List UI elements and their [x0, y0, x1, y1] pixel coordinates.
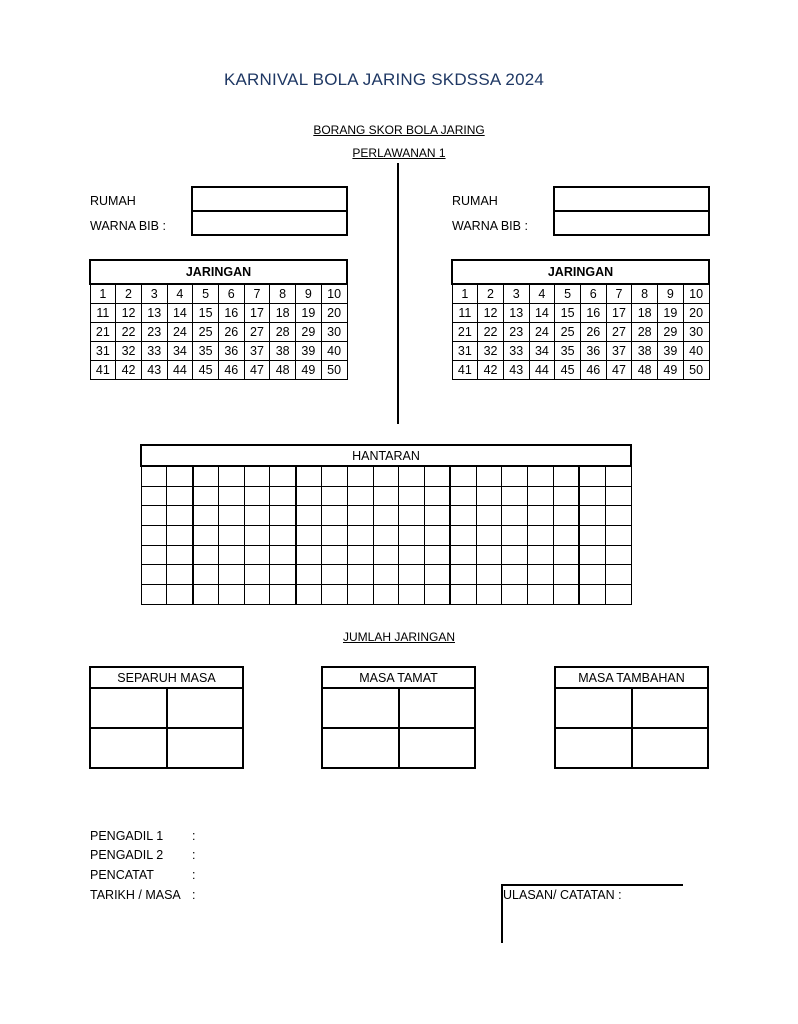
goal-tally-cell[interactable]: 7	[606, 284, 632, 304]
goal-tally-cell[interactable]: 23	[141, 323, 167, 342]
hantaran-grid	[140, 444, 632, 605]
pass-tally-cell[interactable]	[321, 545, 347, 565]
pass-tally-cell[interactable]	[425, 565, 451, 585]
goal-tally-cell[interactable]: 30	[321, 323, 347, 342]
goal-tally-cell[interactable]: 3	[503, 284, 529, 304]
pass-tally-cell[interactable]	[554, 526, 580, 546]
goal-tally-cell[interactable]: 37	[244, 342, 270, 361]
pass-tally-cell[interactable]	[579, 506, 605, 526]
pass-tally-cell[interactable]	[373, 585, 399, 605]
goal-tally-cell[interactable]: 29	[658, 323, 684, 342]
goal-tally-cell[interactable]: 40	[683, 342, 709, 361]
goal-tally-cell[interactable]: 31	[90, 342, 116, 361]
goal-tally-cell[interactable]: 49	[296, 361, 322, 380]
separuh-masa-header: SEPARUH MASA	[90, 667, 243, 688]
goal-tally-cell[interactable]: 39	[296, 342, 322, 361]
goal-tally-cell[interactable]: 47	[606, 361, 632, 380]
goal-tally-cell[interactable]: 3	[141, 284, 167, 304]
goal-tally-cell[interactable]: 42	[478, 361, 504, 380]
official-label: TARIKH / MASA	[90, 888, 181, 902]
pass-tally-cell[interactable]	[399, 526, 425, 546]
goal-tally-cell[interactable]: 38	[632, 342, 658, 361]
goal-tally-cell[interactable]: 43	[503, 361, 529, 380]
goal-tally-cell[interactable]: 5	[193, 284, 219, 304]
pass-tally-cell[interactable]	[528, 466, 554, 486]
goal-tally-cell[interactable]: 21	[90, 323, 116, 342]
goal-tally-cell[interactable]: 34	[529, 342, 555, 361]
pass-tally-cell[interactable]	[167, 565, 193, 585]
official-label: PENGADIL 1	[90, 829, 164, 843]
pass-tally-cell[interactable]	[244, 526, 270, 546]
goal-tally-cell[interactable]: 50	[321, 361, 347, 380]
pass-tally-cell[interactable]	[296, 466, 322, 486]
official-sep: :	[192, 829, 196, 843]
goal-tally-cell[interactable]: 31	[452, 342, 478, 361]
pass-tally-cell[interactable]	[373, 526, 399, 546]
goal-tally-cell[interactable]: 37	[606, 342, 632, 361]
pass-tally-cell[interactable]	[425, 506, 451, 526]
pass-tally-cell[interactable]	[141, 526, 167, 546]
goal-tally-cell[interactable]: 18	[632, 304, 658, 323]
pass-tally-cell[interactable]	[296, 545, 322, 565]
pass-tally-cell[interactable]	[373, 545, 399, 565]
pass-tally-cell[interactable]	[502, 526, 528, 546]
pass-tally-cell[interactable]	[218, 585, 244, 605]
pass-tally-cell[interactable]	[605, 486, 631, 506]
score-cell[interactable]	[167, 728, 244, 768]
goal-tally-cell[interactable]: 35	[555, 342, 581, 361]
pass-tally-cell[interactable]	[579, 545, 605, 565]
pass-tally-cell[interactable]	[476, 526, 502, 546]
pass-tally-cell[interactable]	[528, 565, 554, 585]
goal-tally-cell[interactable]: 12	[478, 304, 504, 323]
goal-tally-cell[interactable]: 15	[193, 304, 219, 323]
pass-tally-cell[interactable]	[321, 506, 347, 526]
pass-tally-cell[interactable]	[528, 585, 554, 605]
goal-tally-cell[interactable]: 42	[116, 361, 142, 380]
goal-tally-cell[interactable]: 16	[218, 304, 244, 323]
official-label: PENGADIL 2	[90, 848, 164, 862]
pass-tally-cell[interactable]	[399, 486, 425, 506]
page-title: KARNIVAL BOLA JARING SKDSSA 2024	[223, 70, 545, 89]
pass-tally-cell[interactable]	[167, 486, 193, 506]
pass-tally-cell[interactable]	[193, 585, 219, 605]
goal-tally-cell[interactable]: 16	[580, 304, 606, 323]
official-sep: :	[192, 888, 196, 902]
pass-tally-cell[interactable]	[167, 545, 193, 565]
pass-tally-cell[interactable]	[373, 486, 399, 506]
goal-tally-cell[interactable]: 9	[296, 284, 322, 304]
pass-tally-cell[interactable]	[605, 506, 631, 526]
pass-tally-cell[interactable]	[450, 585, 476, 605]
goal-tally-cell[interactable]: 21	[452, 323, 478, 342]
pass-tally-cell[interactable]	[502, 585, 528, 605]
score-cell[interactable]	[555, 728, 632, 768]
goal-tally-cell[interactable]: 6	[580, 284, 606, 304]
pass-tally-cell[interactable]	[554, 545, 580, 565]
masa-tambahan-table	[554, 666, 709, 769]
rumah-field-right[interactable]	[553, 186, 710, 212]
goal-tally-cell[interactable]: 13	[503, 304, 529, 323]
goal-tally-cell[interactable]: 12	[116, 304, 142, 323]
jaringan-header: JARINGAN	[452, 260, 709, 284]
pass-tally-cell[interactable]	[270, 565, 296, 585]
pass-tally-cell[interactable]	[193, 565, 219, 585]
official-sep: :	[192, 868, 196, 882]
pass-tally-cell[interactable]	[167, 466, 193, 486]
pass-tally-cell[interactable]	[218, 545, 244, 565]
goal-tally-cell[interactable]: 27	[244, 323, 270, 342]
pass-tally-cell[interactable]	[347, 545, 373, 565]
pass-tally-cell[interactable]	[193, 526, 219, 546]
pass-tally-cell[interactable]	[605, 466, 631, 486]
goal-tally-cell[interactable]: 28	[270, 323, 296, 342]
official-sep: :	[192, 848, 196, 862]
pass-tally-cell[interactable]	[502, 545, 528, 565]
goal-tally-cell[interactable]: 44	[167, 361, 193, 380]
pass-tally-cell[interactable]	[605, 565, 631, 585]
goal-tally-cell[interactable]: 10	[321, 284, 347, 304]
pass-tally-cell[interactable]	[270, 585, 296, 605]
pass-tally-cell[interactable]	[528, 545, 554, 565]
goal-tally-cell[interactable]: 47	[244, 361, 270, 380]
pass-tally-cell[interactable]	[244, 565, 270, 585]
jumlah-label: JUMLAH JARINGAN	[342, 630, 455, 644]
pass-tally-cell[interactable]	[476, 585, 502, 605]
goal-tally-cell[interactable]: 14	[529, 304, 555, 323]
goal-tally-cell[interactable]: 19	[296, 304, 322, 323]
goal-tally-cell[interactable]: 4	[529, 284, 555, 304]
goal-tally-cell[interactable]: 11	[90, 304, 116, 323]
jaringan-grid-right	[451, 259, 710, 380]
pass-tally-cell[interactable]	[321, 526, 347, 546]
score-cell[interactable]	[90, 728, 167, 768]
pass-tally-cell[interactable]	[141, 466, 167, 486]
goal-tally-cell[interactable]: 43	[141, 361, 167, 380]
bib-label-left: WARNA BIB :	[90, 219, 166, 233]
goal-tally-cell[interactable]: 30	[683, 323, 709, 342]
pass-tally-cell[interactable]	[218, 466, 244, 486]
goal-tally-cell[interactable]: 41	[452, 361, 478, 380]
pass-tally-cell[interactable]	[450, 526, 476, 546]
goal-tally-cell[interactable]: 24	[529, 323, 555, 342]
separuh-masa-table	[89, 666, 244, 769]
goal-tally-cell[interactable]: 22	[478, 323, 504, 342]
pass-tally-cell[interactable]	[141, 565, 167, 585]
goal-tally-cell[interactable]: 5	[555, 284, 581, 304]
pass-tally-cell[interactable]	[270, 466, 296, 486]
pass-tally-cell[interactable]	[347, 466, 373, 486]
pass-tally-cell[interactable]	[167, 526, 193, 546]
goal-tally-cell[interactable]: 7	[244, 284, 270, 304]
pass-tally-cell[interactable]	[193, 545, 219, 565]
pass-tally-cell[interactable]	[450, 466, 476, 486]
pass-tally-cell[interactable]	[528, 486, 554, 506]
pass-tally-cell[interactable]	[321, 466, 347, 486]
ulasan-top-border	[501, 884, 683, 886]
goal-tally-cell[interactable]: 45	[193, 361, 219, 380]
goal-tally-cell[interactable]: 46	[580, 361, 606, 380]
goal-tally-cell[interactable]: 38	[270, 342, 296, 361]
score-cell[interactable]	[322, 688, 399, 728]
goal-tally-cell[interactable]: 19	[658, 304, 684, 323]
pass-tally-cell[interactable]	[579, 585, 605, 605]
goal-tally-cell[interactable]: 15	[555, 304, 581, 323]
pass-tally-cell[interactable]	[218, 506, 244, 526]
goal-tally-cell[interactable]: 27	[606, 323, 632, 342]
pass-tally-cell[interactable]	[270, 506, 296, 526]
pass-tally-cell[interactable]	[579, 526, 605, 546]
pass-tally-cell[interactable]	[244, 506, 270, 526]
score-cell[interactable]	[167, 688, 244, 728]
score-cell[interactable]	[90, 688, 167, 728]
pass-tally-cell[interactable]	[270, 545, 296, 565]
masa-tamat-header: MASA TAMAT	[322, 667, 475, 688]
score-cell[interactable]	[555, 688, 632, 728]
hantaran-header: HANTARAN	[141, 445, 631, 466]
goal-tally-cell[interactable]: 17	[244, 304, 270, 323]
pass-tally-cell[interactable]	[399, 466, 425, 486]
goal-tally-cell[interactable]: 35	[193, 342, 219, 361]
pass-tally-cell[interactable]	[476, 486, 502, 506]
goal-tally-cell[interactable]: 10	[683, 284, 709, 304]
goal-tally-cell[interactable]: 18	[270, 304, 296, 323]
bib-field-left[interactable]	[191, 210, 348, 236]
pass-tally-cell[interactable]	[347, 565, 373, 585]
pass-tally-cell[interactable]	[605, 526, 631, 546]
pass-tally-cell[interactable]	[554, 585, 580, 605]
goal-tally-cell[interactable]: 25	[193, 323, 219, 342]
score-cell[interactable]	[399, 688, 476, 728]
pass-tally-cell[interactable]	[347, 526, 373, 546]
pass-tally-cell[interactable]	[502, 565, 528, 585]
goal-tally-cell[interactable]: 26	[580, 323, 606, 342]
pass-tally-cell[interactable]	[167, 506, 193, 526]
pass-tally-cell[interactable]	[218, 486, 244, 506]
pass-tally-cell[interactable]	[476, 466, 502, 486]
goal-tally-cell[interactable]: 2	[116, 284, 142, 304]
center-divider	[397, 163, 399, 424]
pass-tally-cell[interactable]	[296, 565, 322, 585]
pass-tally-cell[interactable]	[193, 486, 219, 506]
pass-tally-cell[interactable]	[141, 545, 167, 565]
pass-tally-cell[interactable]	[296, 486, 322, 506]
pass-tally-cell[interactable]	[399, 565, 425, 585]
official-label: PENCATAT	[90, 868, 154, 882]
pass-tally-cell[interactable]	[502, 466, 528, 486]
pass-tally-cell[interactable]	[502, 486, 528, 506]
pass-tally-cell[interactable]	[296, 526, 322, 546]
score-cell[interactable]	[632, 728, 709, 768]
pass-tally-cell[interactable]	[141, 506, 167, 526]
pass-tally-cell[interactable]	[528, 506, 554, 526]
goal-tally-cell[interactable]: 36	[218, 342, 244, 361]
pass-tally-cell[interactable]	[244, 486, 270, 506]
goal-tally-cell[interactable]: 32	[478, 342, 504, 361]
pass-tally-cell[interactable]	[321, 585, 347, 605]
pass-tally-cell[interactable]	[476, 565, 502, 585]
pass-tally-cell[interactable]	[270, 526, 296, 546]
goal-tally-cell[interactable]: 39	[658, 342, 684, 361]
goal-tally-cell[interactable]: 34	[167, 342, 193, 361]
pass-tally-cell[interactable]	[347, 506, 373, 526]
goal-tally-cell[interactable]: 45	[555, 361, 581, 380]
goal-tally-cell[interactable]: 9	[658, 284, 684, 304]
pass-tally-cell[interactable]	[193, 466, 219, 486]
goal-tally-cell[interactable]: 1	[90, 284, 116, 304]
pass-tally-cell[interactable]	[476, 506, 502, 526]
goal-tally-cell[interactable]: 8	[632, 284, 658, 304]
pass-tally-cell[interactable]	[554, 486, 580, 506]
pass-tally-cell[interactable]	[528, 526, 554, 546]
rumah-field-left[interactable]	[191, 186, 348, 212]
goal-tally-cell[interactable]: 28	[632, 323, 658, 342]
pass-tally-cell[interactable]	[605, 585, 631, 605]
goal-tally-cell[interactable]: 22	[116, 323, 142, 342]
goal-tally-cell[interactable]: 29	[296, 323, 322, 342]
jaringan-header: JARINGAN	[90, 260, 347, 284]
goal-tally-cell[interactable]: 13	[141, 304, 167, 323]
goal-tally-cell[interactable]: 14	[167, 304, 193, 323]
goal-tally-cell[interactable]: 44	[529, 361, 555, 380]
pass-tally-cell[interactable]	[373, 565, 399, 585]
goal-tally-cell[interactable]: 49	[658, 361, 684, 380]
pass-tally-cell[interactable]	[450, 565, 476, 585]
goal-tally-cell[interactable]: 48	[632, 361, 658, 380]
pass-tally-cell[interactable]	[321, 486, 347, 506]
score-cell[interactable]	[632, 688, 709, 728]
pass-tally-cell[interactable]	[167, 585, 193, 605]
pass-tally-cell[interactable]	[425, 466, 451, 486]
masa-tamat-table	[321, 666, 476, 769]
pass-tally-cell[interactable]	[296, 585, 322, 605]
pass-tally-cell[interactable]	[244, 545, 270, 565]
pass-tally-cell[interactable]	[425, 486, 451, 506]
goal-tally-cell[interactable]: 33	[141, 342, 167, 361]
pass-tally-cell[interactable]	[218, 526, 244, 546]
pass-tally-cell[interactable]	[373, 506, 399, 526]
pass-tally-cell[interactable]	[554, 466, 580, 486]
pass-tally-cell[interactable]	[450, 545, 476, 565]
goal-tally-cell[interactable]: 41	[90, 361, 116, 380]
score-cell[interactable]	[399, 728, 476, 768]
pass-tally-cell[interactable]	[244, 466, 270, 486]
pass-tally-cell[interactable]	[347, 585, 373, 605]
pass-tally-cell[interactable]	[321, 565, 347, 585]
goal-tally-cell[interactable]: 48	[270, 361, 296, 380]
goal-tally-cell[interactable]: 6	[218, 284, 244, 304]
pass-tally-cell[interactable]	[554, 506, 580, 526]
pass-tally-cell[interactable]	[579, 565, 605, 585]
score-cell[interactable]	[322, 728, 399, 768]
goal-tally-cell[interactable]: 2	[478, 284, 504, 304]
pass-tally-cell[interactable]	[296, 506, 322, 526]
bib-label-right: WARNA BIB :	[452, 219, 528, 233]
jaringan-grid-left	[89, 259, 348, 380]
pass-tally-cell[interactable]	[193, 506, 219, 526]
pass-tally-cell[interactable]	[579, 486, 605, 506]
goal-tally-cell[interactable]: 26	[218, 323, 244, 342]
pass-tally-cell[interactable]	[218, 565, 244, 585]
pass-tally-cell[interactable]	[373, 466, 399, 486]
goal-tally-cell[interactable]: 40	[321, 342, 347, 361]
masa-tambahan-header: MASA TAMBAHAN	[555, 667, 708, 688]
goal-tally-cell[interactable]: 8	[270, 284, 296, 304]
pass-tally-cell[interactable]	[141, 585, 167, 605]
pass-tally-cell[interactable]	[579, 466, 605, 486]
goal-tally-cell[interactable]: 17	[606, 304, 632, 323]
goal-tally-cell[interactable]: 46	[218, 361, 244, 380]
pass-tally-cell[interactable]	[399, 506, 425, 526]
pass-tally-cell[interactable]	[141, 486, 167, 506]
form-title: BORANG SKOR BOLA JARING	[313, 123, 485, 137]
goal-tally-cell[interactable]: 20	[321, 304, 347, 323]
pass-tally-cell[interactable]	[502, 506, 528, 526]
goal-tally-cell[interactable]: 4	[167, 284, 193, 304]
goal-tally-cell[interactable]: 33	[503, 342, 529, 361]
goal-tally-cell[interactable]: 1	[452, 284, 478, 304]
goal-tally-cell[interactable]: 36	[580, 342, 606, 361]
goal-tally-cell[interactable]: 23	[503, 323, 529, 342]
pass-tally-cell[interactable]	[244, 585, 270, 605]
goal-tally-cell[interactable]: 25	[555, 323, 581, 342]
pass-tally-cell[interactable]	[399, 545, 425, 565]
pass-tally-cell[interactable]	[347, 486, 373, 506]
bib-field-right[interactable]	[553, 210, 710, 236]
match-label: PERLAWANAN 1	[352, 146, 446, 160]
pass-tally-cell[interactable]	[554, 565, 580, 585]
goal-tally-cell[interactable]: 32	[116, 342, 142, 361]
pass-tally-cell[interactable]	[450, 506, 476, 526]
goal-tally-cell[interactable]: 20	[683, 304, 709, 323]
pass-tally-cell[interactable]	[476, 545, 502, 565]
ulasan-label: ULASAN/ CATATAN :	[503, 888, 622, 902]
pass-tally-cell[interactable]	[425, 585, 451, 605]
rumah-label-right: RUMAH	[452, 194, 498, 208]
pass-tally-cell[interactable]	[425, 545, 451, 565]
goal-tally-cell[interactable]: 50	[683, 361, 709, 380]
pass-tally-cell[interactable]	[270, 486, 296, 506]
pass-tally-cell[interactable]	[425, 526, 451, 546]
rumah-label-left: RUMAH	[90, 194, 136, 208]
pass-tally-cell[interactable]	[605, 545, 631, 565]
goal-tally-cell[interactable]: 11	[452, 304, 478, 323]
pass-tally-cell[interactable]	[450, 486, 476, 506]
goal-tally-cell[interactable]: 24	[167, 323, 193, 342]
pass-tally-cell[interactable]	[399, 585, 425, 605]
